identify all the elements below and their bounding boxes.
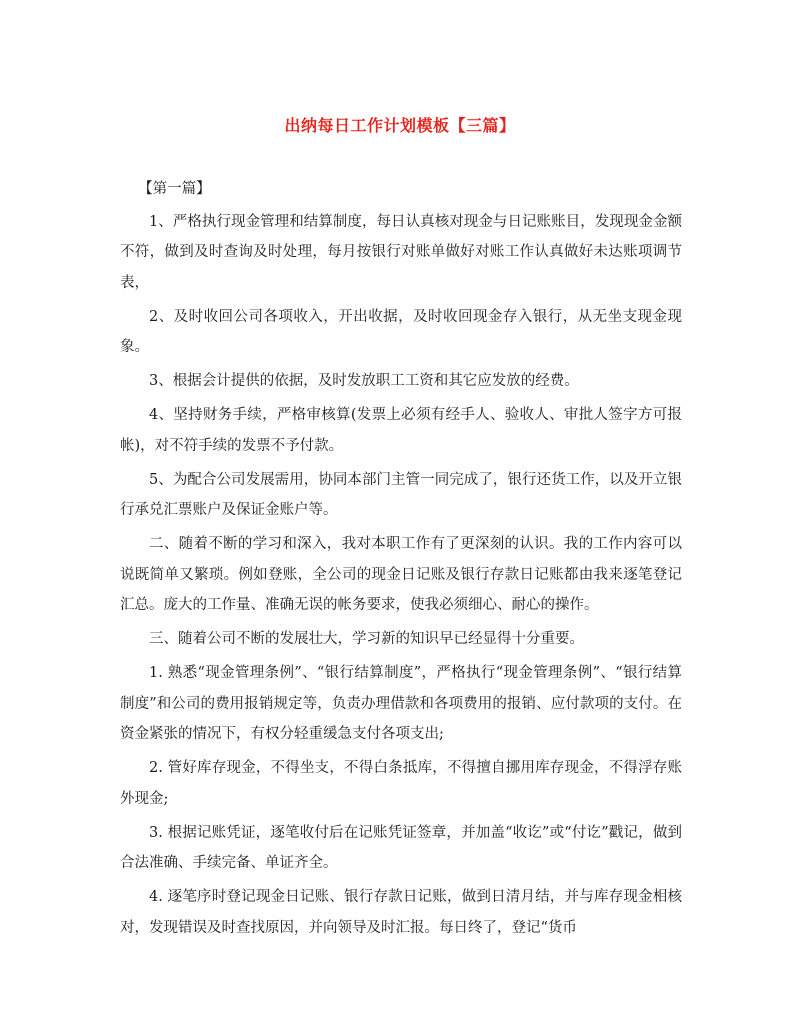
paragraph: 三、随着公司不断的发展壮大，学习新的知识早已经显得十分重要。 (149, 631, 584, 647)
document-title: 出纳每日工作计划模板【三篇】 (284, 116, 516, 135)
section-label: 【第一篇】 (138, 181, 211, 197)
paragraph: 4. 逐笔序时登记现金日记账、银行存款日记账，做到日清月结，并与库存现金相核对，发现错误及时查找原因，并向领导及时汇报。每日终了，登记“货币 (120, 889, 682, 936)
document-body (120, 174, 682, 947)
paragraph: 1. 熟悉“现金管理条例”、“银行结算制度”，严格执行“现金管理条例”、“银行结算制度”和公司的费用报销规定等，负责办理借款和各项费用的报销、应付款项的支付。在资金紧张的情况下，有权分轻重缓急支付各项支出; (120, 665, 682, 742)
paragraph: 二、随着不断的学习和深入，我对本职工作有了更深刻的认识。我的工作内容可以说既简单又繁琐。例如登账，全公司的现金日记账及银行存款日记账都由我来逐笔登记汇总。庞大的工作量、准确无误的帐务要求，使我必须细心、耐心的操作。 (120, 536, 682, 613)
paragraph: 2. 管好库存现金，不得坐支，不得白条抵库，不得擅自挪用库存现金，不得浮存账外现金; (120, 760, 682, 807)
paragraph: 3、根据会计提供的依据，及时发放职工工资和其它应发放的经费。 (149, 373, 579, 389)
paragraph: 1、严格执行现金管理和结算制度，每日认真核对现金与日记账账目，发现现金金额不符，做到及时查询及时处理，每月按银行对账单做好对账工作认真做好未达账项调节表， (120, 213, 682, 291)
paragraph: 4、坚持财务手续，严格审核算(发票上必须有经手人、验收人、审批人签字方可报帐)，对不符手续的发票不予付款。 (120, 407, 682, 454)
paragraph: 2、及时收回公司各项收入，开出收据，及时收回现金存入银行，从无坐支现金现象。 (120, 308, 682, 355)
paragraph: 5、为配合公司发展需用，协同本部门主管一同完成了，银行还货工作，以及开立银行承兑汇票账户及保证金账户等。 (120, 471, 682, 518)
paragraph: 3. 根据记账凭证，逐笔收付后在记账凭证签章，并加盖“收讫”或“付讫”戳记，做到合法准确、手续完备、单证齐全。 (120, 824, 682, 871)
